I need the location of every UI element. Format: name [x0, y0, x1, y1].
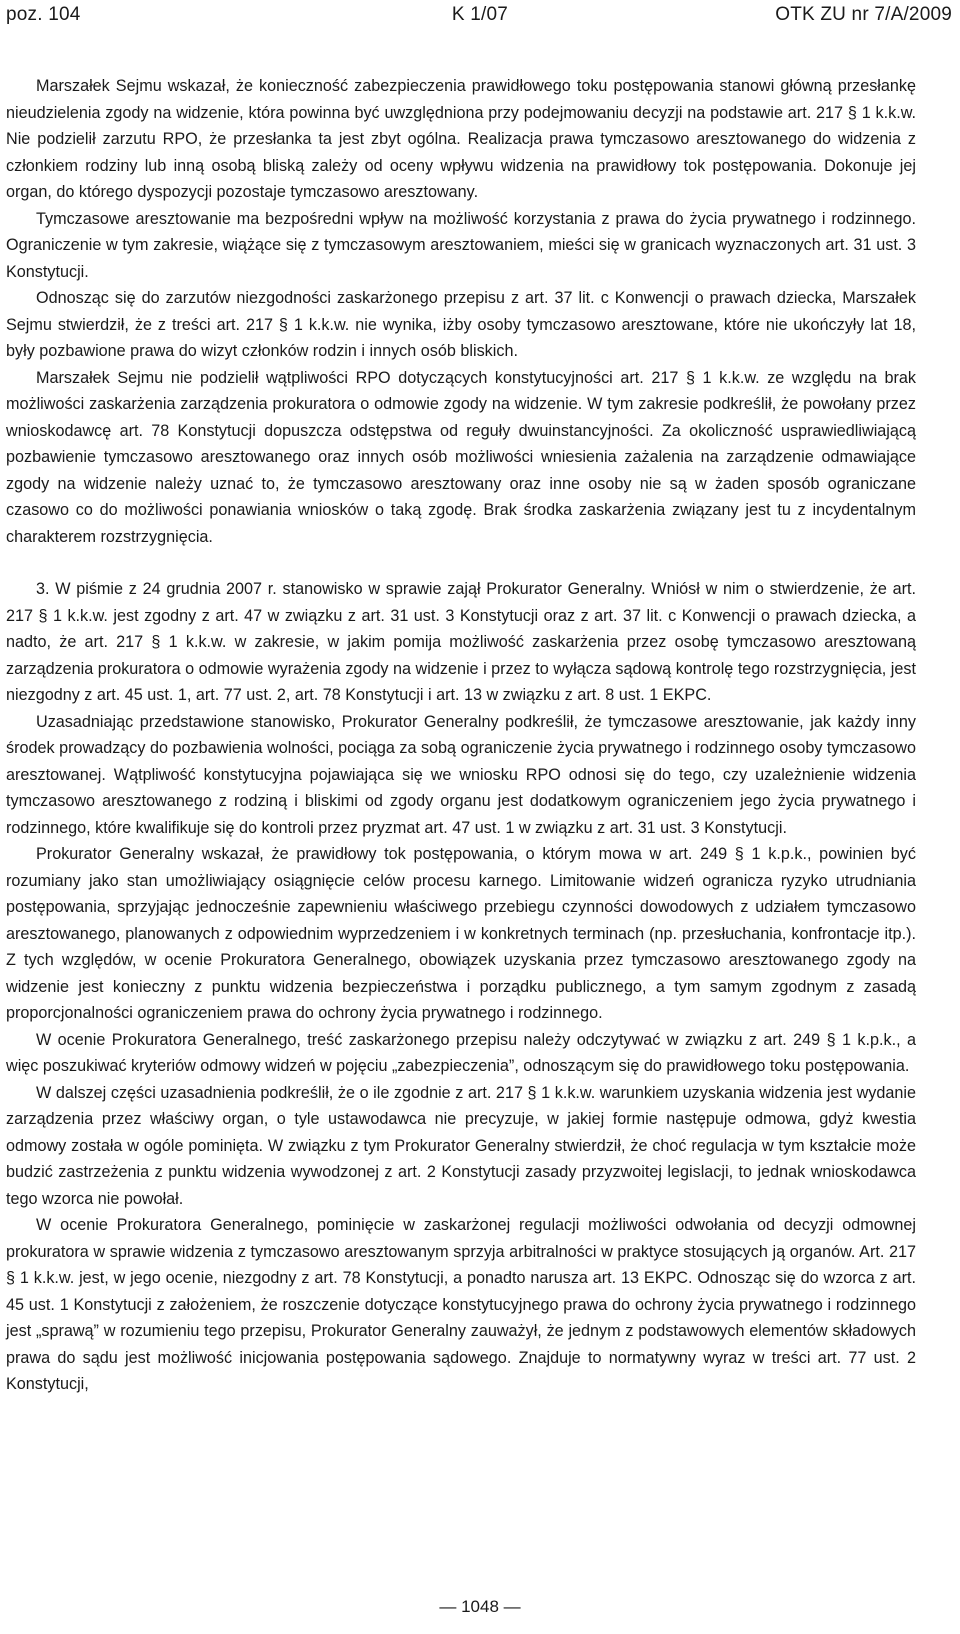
paragraph-5: 3. W piśmie z 24 grudnia 2007 r. stanowisko w sprawie zajął Prokurator Generalny. Wniósł w nim o stwierdzenie, że art. 217 § 1 k.k.w. jest zgodny z art. 47 w związku z art. 31 ust. 3 Konstytucji oraz z art. 37 lit. c Konwencji o prawach dziecka, a nadto, że art. 217 § 1 k.k.w. w zakresie, w jakim pomija możliwość zaskarżenia przez osobę tymczasowo aresztowaną zarządzenia prokuratora o odmowie wyrażenia zgody na widzenie i przez to wyłącza sądową kontrolę tego rozstrzygnięcia, jest niezgodny z art. 45 ust. 1, art. 77 ust. 2, art. 78 Konstytucji i art. 13 w związku z art. 8 ust. 1 EKPC.	[6, 580, 916, 704]
header-case-number: K 1/07	[451, 4, 509, 25]
page-header	[0, 0, 960, 36]
paragraph-8: W ocenie Prokuratora Generalnego, treść zaskarżonego przepisu należy odczytywać w związku z art. 249 § 1 k.p.k., a więc poszukiwać kryteriów odmowy widzeń w pojęciu „zabezpieczenia”, odnoszącym się do prawidłowego toku postępowania.	[6, 1030, 916, 1075]
header-journal: OTK ZU nr 7/A/2009	[775, 4, 952, 25]
paragraph-1: Marszałek Sejmu wskazał, że konieczność zabezpieczenia prawidłowego toku postępowania stanowi główną przesłankę nieudzielenia zgody na widzenie, która powinna być uwzględniona przy podejmowaniu decyzji na podstawie art. 217 § 1 k.k.w. Nie podzielił zarzutu RPO, że przesłanka ta jest zbyt ogólna. Realizacja prawa tymczasowo aresztowanego do widzenia z członkiem rodziny lub inną osobą bliską zależy od oceny wpływu widzenia na prawidłowy tok postępowania. Dokonuje jej organ, do którego dyspozycji pozostaje tymczasowo aresztowany.	[6, 77, 916, 201]
page-number: — 1048 —	[439, 1597, 521, 1616]
paragraph-4: Marszałek Sejmu nie podzielił wątpliwości RPO dotyczących konstytucyjności art. 217 § 1 k.k.w. ze względu na brak możliwości zaskarżenia zarządzenia prokuratora o odmowie zgody na widzenie. W tym zakresie podkreślił, że powołany przez wnioskodawcę art. 78 Konstytucji dopuszcza odstępstwa od reguły dwuinstancyjności. Za okoliczność usprawiedliwiającą pozbawienie tymczasowo aresztowanego oraz innych osób możliwości wniesienia zażalenia na zarządzenie odmawiające zgody na widzenie należy uznać to, że tymczasowo aresztowany oraz inne osoby nie są w żaden sposób ograniczane czasowo co do możliwości ponawiania wniosków o taką zgodę. Brak środka zaskarżenia związany jest tu z incydentalnym charakterem rozstrzygnięcia.	[6, 368, 916, 546]
header-position: poz. 104	[6, 4, 81, 25]
paragraph-3: Odnosząc się do zarzutów niezgodności zaskarżonego przepisu z art. 37 lit. c Konwencji o prawach dziecka, Marszałek Sejmu stwierdził, że z treści art. 217 § 1 k.k.w. nie wynika, iżby osoby tymczasowo aresztowane, które nie ukończyły lat 18, były pozbawione prawa do wizyt członków rodzin i innych osób bliskich.	[6, 289, 916, 360]
paragraph-6: Uzasadniając przedstawione stanowisko, Prokurator Generalny podkreślił, że tymczasowe aresztowanie, jak każdy inny środek prowadzący do pozbawienia wolności, pociąga za sobą ograniczenie życia prywatnego i rodzinnego osoby tymczasowo aresztowanej. Wątpliwość konstytucyjna pojawiająca się we wniosku RPO odnosi się do tego, czy uzależnienie widzenia tymczasowo aresztowanego z rodziną i bliskimi od zgody organu jest dodatkowym ograniczeniem jego życia prywatnego i rodzinnego, które kwalifikuje się do kontroli przez pryzmat art. 47 ust. 1 w związku z art. 31 ust. 3 Konstytucji.	[6, 712, 916, 837]
paragraph-9: W dalszej części uzasadnienia podkreślił, że o ile zgodnie z art. 217 § 1 k.k.w. warunkiem uzyskania widzenia jest wydanie zarządzenia przez właściwy organ, o tyle ustawodawca nie precyzuje, w jakiej formie następuje odmowa, gdyż kwestia odmowy została w ogóle pominięta. W związku z tym Prokurator Generalny stwierdził, że choć regulacja w tym kształcie może budzić zastrzeżenia z punktu widzenia wywodzonej z art. 2 Konstytucji zasady przyzwoitej legislacji, to jednak wnioskodawca tego wzorca nie powołał.	[6, 1083, 916, 1208]
paragraph-2: Tymczasowe aresztowanie ma bezpośredni wpływ na możliwość korzystania z prawa do życia prywatnego i rodzinnego. Ograniczenie w tym zakresie, wiążące się z tymczasowym aresztowaniem, mieści się w granicach wyznaczonych art. 31 ust. 3 Konstytucji.	[6, 209, 916, 281]
paragraph-7: Prokurator Generalny wskazał, że prawidłowy tok postępowania, o którym mowa w art. 249 § 1 k.p.k., powinien być rozumiany jako stan umożliwiający osiągnięcie celów procesu karnego. Limitowanie widzeń ogranicza ryzyko utrudniania postępowania, sprzyjając jednocześnie zapewnieniu właściwego przebiegu czynności dowodowych z udziałem tymczasowo aresztowanego, planowanych z odpowiednim wyprzedzeniem i w konkretnych terminach (np. przesłuchania, konfrontacje itp.). Z tych względów, w ocenie Prokuratora Generalnego, obowiązek uzyskania przez tymczasowo aresztowanego zgody na widzenie jest konieczny z punktu widzenia bezpieczeństwa i porządku publicznego, a tym samym zgodnym z zasadą proporcjonalności ograniczeniem prawa do ochrony życia prywatnego i rodzinnego.	[6, 845, 916, 1022]
document-body	[6, 73, 916, 1398]
paragraph-10: W ocenie Prokuratora Generalnego, pominięcie w zaskarżonej regulacji możliwości odwołania od decyzji odmownej prokuratora w sprawie widzenia z tymczasowo aresztowanym sprzyja arbitralności w praktyce stosujących ją organów. Art. 217 § 1 k.k.w. jest, w jego ocenie, niezgodny z art. 78 Konstytucji, a ponadto narusza art. 13 EKPC. Odnosząc się do wzorca z art. 45 ust. 1 Konstytucji z założeniem, że roszczenie dotyczące konstytucyjnego prawa do ochrony życia prywatnego i rodzinnego jest „sprawą” w rozumieniu tego przepisu, Prokurator Generalny zauważył, że jednym z podstawowych elementów składowych prawa do sądu jest możliwość inicjowania postępowania sądowego. Znajduje to normatywny wyraz w treści art. 77 ust. 2 Konstytucji,	[6, 1216, 916, 1393]
